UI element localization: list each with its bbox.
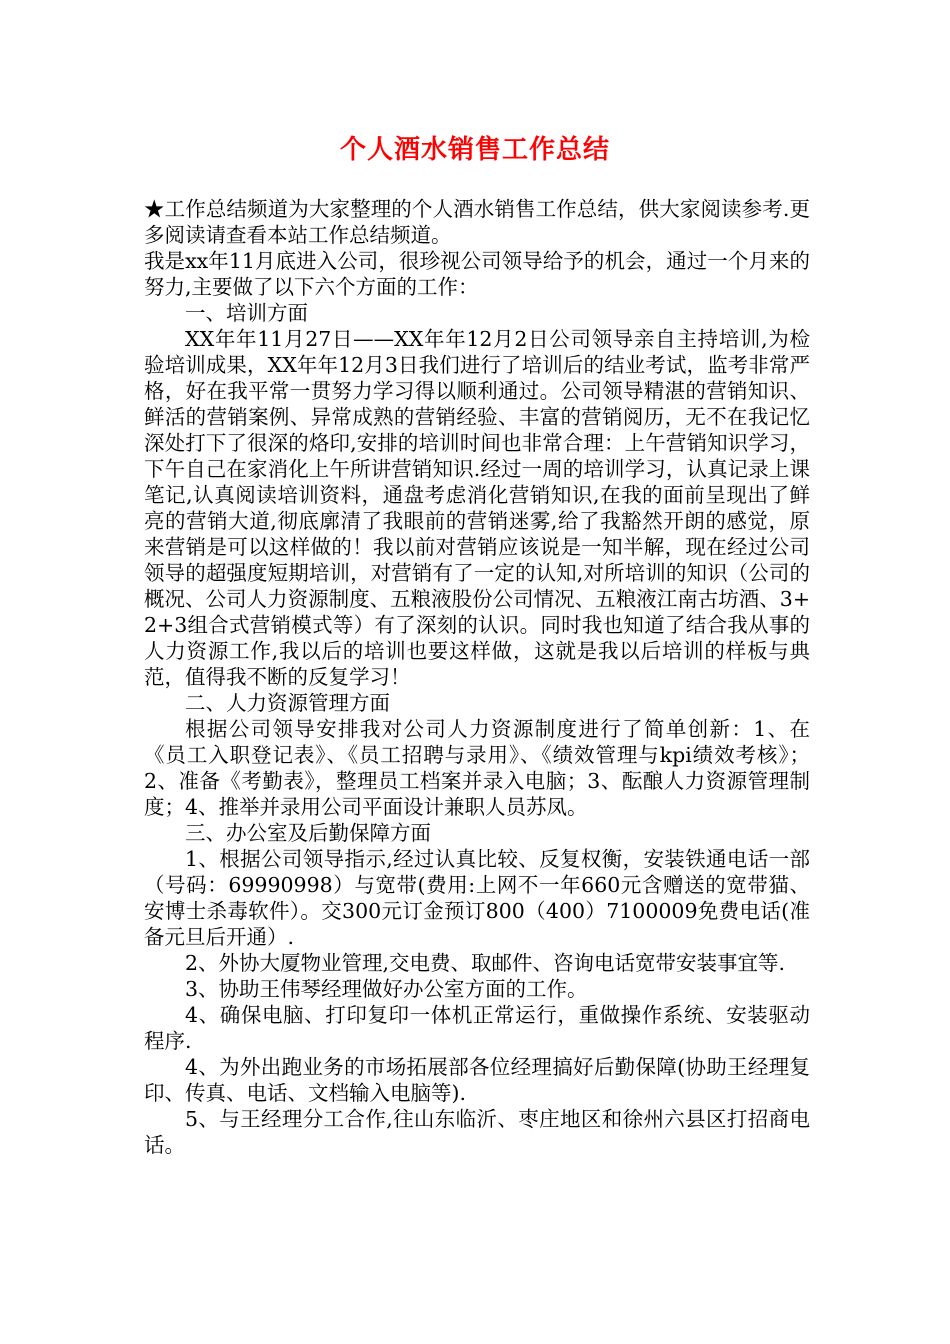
training-paragraph: XX年年11月27日——XX年年12月2日公司领导亲自主持培训,为检验培训成果，XX年年12月3日我们进行了培训后的结业考试，监考非常严格，好在我平常一贯努力学习得以顺利通过。公司领导精湛的营销知识、鲜活的营销案例、异常成熟的营销经验、丰富的营销阅历，无不在我记忆深处打下了很深的烙印,安排的培训时间也非常合理：上午营销知识学习，下午自己在家消化上午所讲营销知识.经过一周的培训学习，认真记录上课笔记,认真阅读培训资料，通盘考虑消化营销知识,在我的面前呈现出了鲜亮的营销大道,彻底廓清了我眼前的营销迷雾,给了我豁然开朗的感觉，原来营销是可以这样做的！我以前对营销应该说是一知半解，现在经过公司领导的超强度短期培训，对营销有了一定的认知,对所培训的知识（公司的概况、公司人力资源制度、五粮液股份公司情况、五粮液江南古坊酒、3+2+3组合式营销模式等）有了深刻的认识。同时我也知道了结合我从事的人力资源工作,我以后的培训也要这样做，这就是我以后培训的样板与典范，值得我不断的反复学习！	[144, 327, 810, 689]
office-item-1: 1、根据公司领导指示,经过认真比较、反复权衡，安装铁通电话一部（号码：69990998）与宽带(费用:上网不一年660元含赠送的宽带猫、安博士杀毒软件）。交300元订金预订800（400）7100009免费电话(准备元旦后开通）.	[144, 847, 810, 949]
office-item-5: 5、与王经理分工合作,往山东临沂、枣庄地区和徐州六县区打招商电话。	[144, 1107, 810, 1157]
office-item-3: 3、协助王伟琴经理做好办公室方面的工作。	[185, 977, 588, 1001]
office-item-4a: 4、确保电脑、打印复印一体机正常运行，重做操作系统、安装驱动程序.	[144, 1003, 810, 1053]
section-heading-office: 三、办公室及后勤保障方面	[185, 821, 431, 845]
intro-paragraph: ★工作总结频道为大家整理的个人酒水销售工作总结，供大家阅读参考.更多阅读请查看本站工作总结频道。	[144, 197, 810, 247]
opening-paragraph: 我是xx年11月底进入公司，很珍视公司领导给予的机会，通过一个月来的努力,主要做了以下六个方面的工作：	[144, 249, 810, 299]
document-title: 个人酒水销售工作总结	[339, 135, 610, 165]
section-heading-training: 一、培训方面	[185, 301, 308, 325]
hr-paragraph: 根据公司领导安排我对公司人力资源制度进行了简单创新：1、在《员工入职登记表》、《员工招聘与录用》、《绩效管理与kpi绩效考核》；2、准备《考勤表》，整理员工档案并录入电脑；3、酝酿人力资源管理制度；4、推举并录用公司平面设计兼职人员苏凤。	[144, 717, 810, 819]
document-body	[144, 196, 810, 1158]
section-heading-hr: 二、人力资源管理方面	[185, 691, 390, 715]
office-item-2: 2、外协大厦物业管理,交电费、取邮件、咨询电话宽带安装事宜等.	[185, 951, 786, 975]
office-item-4b: 4、为外出跑业务的市场拓展部各位经理搞好后勤保障(协助王经理复印、传真、电话、文档输入电脑等).	[144, 1055, 810, 1105]
